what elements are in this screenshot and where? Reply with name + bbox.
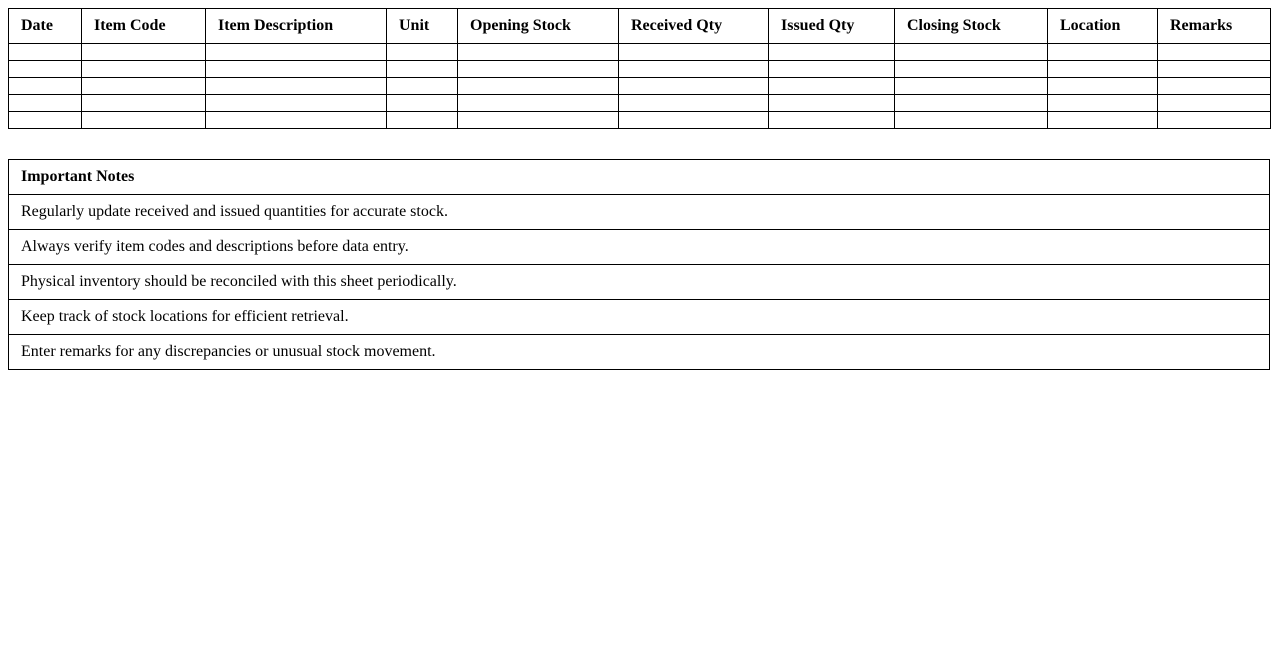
header-date: Date: [9, 9, 82, 44]
table-cell[interactable]: [1158, 61, 1271, 78]
table-cell[interactable]: [619, 78, 769, 95]
table-cell[interactable]: [458, 78, 619, 95]
table-cell[interactable]: [206, 112, 387, 129]
note-row: [9, 265, 1270, 300]
header-opening-stock: Opening Stock: [458, 9, 619, 44]
stock-table-body: [9, 44, 1271, 129]
table-row: [9, 44, 1271, 61]
table-cell[interactable]: [206, 95, 387, 112]
header-item-description: Item Description: [206, 9, 387, 44]
table-cell[interactable]: [769, 61, 895, 78]
table-cell[interactable]: [9, 112, 82, 129]
table-row: [9, 95, 1271, 112]
table-cell[interactable]: [9, 78, 82, 95]
table-row: [9, 112, 1271, 129]
header-remarks: Remarks: [1158, 9, 1271, 44]
table-row: [9, 78, 1271, 95]
table-cell[interactable]: [9, 44, 82, 61]
table-cell[interactable]: [387, 112, 458, 129]
table-cell[interactable]: [458, 61, 619, 78]
header-location: Location: [1048, 9, 1158, 44]
table-cell[interactable]: [1048, 112, 1158, 129]
table-cell[interactable]: [206, 44, 387, 61]
table-cell[interactable]: [387, 44, 458, 61]
table-cell[interactable]: [1158, 78, 1271, 95]
header-closing-stock: Closing Stock: [895, 9, 1048, 44]
table-cell[interactable]: [895, 112, 1048, 129]
table-cell[interactable]: [769, 112, 895, 129]
table-cell[interactable]: [895, 61, 1048, 78]
header-issued-qty: Issued Qty: [769, 9, 895, 44]
note-row: [9, 300, 1270, 335]
header-unit: Unit: [387, 9, 458, 44]
table-cell[interactable]: [619, 95, 769, 112]
table-cell[interactable]: [619, 44, 769, 61]
note-row: [9, 335, 1270, 370]
header-received-qty: Received Qty: [619, 9, 769, 44]
table-cell[interactable]: [1048, 95, 1158, 112]
note-item: Enter remarks for any discrepancies or unusual stock movement.: [9, 335, 1270, 370]
table-cell[interactable]: [206, 61, 387, 78]
note-item: Keep track of stock locations for efficient retrieval.: [9, 300, 1270, 335]
table-cell[interactable]: [895, 44, 1048, 61]
table-cell[interactable]: [895, 95, 1048, 112]
table-cell[interactable]: [1158, 112, 1271, 129]
notes-header-row: [9, 160, 1270, 195]
table-header-row: [9, 9, 1271, 44]
table-cell[interactable]: [82, 78, 206, 95]
table-row: [9, 61, 1271, 78]
table-cell[interactable]: [619, 112, 769, 129]
notes-title: Important Notes: [9, 160, 1270, 195]
table-cell[interactable]: [82, 95, 206, 112]
table-cell[interactable]: [1158, 44, 1271, 61]
note-item: Regularly update received and issued quantities for accurate stock.: [9, 195, 1270, 230]
table-cell[interactable]: [769, 78, 895, 95]
table-cell[interactable]: [458, 95, 619, 112]
table-cell[interactable]: [1158, 95, 1271, 112]
table-cell[interactable]: [458, 44, 619, 61]
table-cell[interactable]: [895, 78, 1048, 95]
table-cell[interactable]: [82, 61, 206, 78]
note-item: Always verify item codes and descriptions before data entry.: [9, 230, 1270, 265]
table-cell[interactable]: [387, 95, 458, 112]
table-cell[interactable]: [619, 61, 769, 78]
important-notes-table: [8, 159, 1270, 370]
note-row: [9, 195, 1270, 230]
table-cell[interactable]: [1048, 78, 1158, 95]
table-cell[interactable]: [769, 44, 895, 61]
table-cell[interactable]: [1048, 61, 1158, 78]
table-cell[interactable]: [206, 78, 387, 95]
table-cell[interactable]: [387, 61, 458, 78]
table-cell[interactable]: [9, 95, 82, 112]
table-cell[interactable]: [1048, 44, 1158, 61]
table-cell[interactable]: [387, 78, 458, 95]
stock-register-table: [8, 8, 1271, 129]
note-row: [9, 230, 1270, 265]
note-item: Physical inventory should be reconciled with this sheet periodically.: [9, 265, 1270, 300]
table-cell[interactable]: [769, 95, 895, 112]
table-cell[interactable]: [82, 112, 206, 129]
table-cell[interactable]: [458, 112, 619, 129]
table-cell[interactable]: [9, 61, 82, 78]
header-item-code: Item Code: [82, 9, 206, 44]
table-cell[interactable]: [82, 44, 206, 61]
